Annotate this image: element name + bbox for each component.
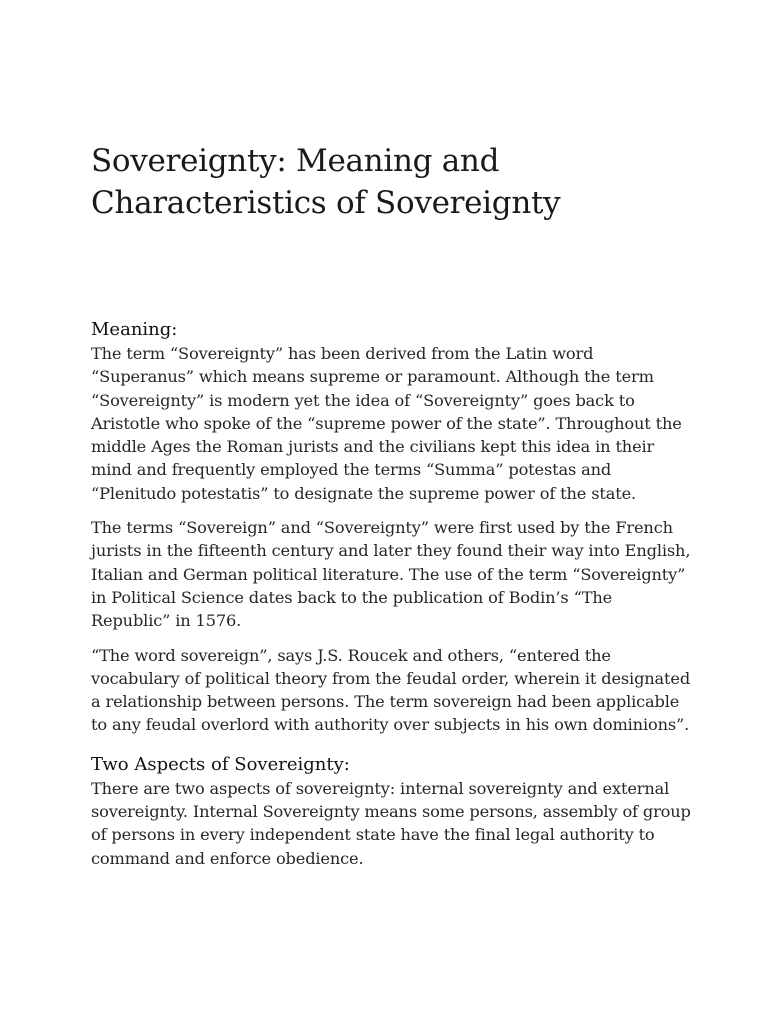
- section-heading: Two Aspects of Sovereignty:: [91, 753, 350, 775]
- spacer: [91, 505, 691, 516]
- document-page: [91, 140, 691, 870]
- spacer: [91, 224, 691, 318]
- section-heading: Meaning:: [91, 319, 178, 340]
- spacer: [91, 633, 691, 644]
- page-title: Sovereignty: Meaning and Characteristics of Sovereignty: [91, 143, 561, 221]
- paragraph: The term “Sovereignty” has been derived from the Latin word “Superanus” which means supreme or paramount. Although the term “Sovereignty” is modern yet the idea of “Sovereignty” goes back to Aristotle who spoke of the “supreme power of the state”. Throughout the middle Ages the Roman jurists and the civilians kept this idea in their mind and frequently employed the terms “Summa” potestas and “Plenitudo potestatis” to designate the supreme power of the state.: [91, 344, 682, 503]
- section-meaning: [91, 318, 691, 737]
- section-two-aspects: [91, 753, 691, 870]
- paragraph: There are two aspects of sovereignty: internal sovereignty and external sovereignty. Internal Sovereignty means some persons, assembly of group of persons in every independent state have the final legal authority to command and enforce obedience.: [91, 778, 691, 868]
- paragraph: The terms “Sovereign” and “Sovereignty” were first used by the French jurists in the fifteenth century and later they found their way into English, Italian and German political literature. The use of the term “Sovereignty” in Political Science dates back to the publication of Bodin’s “The Republic” in 1576.: [91, 518, 691, 631]
- paragraph: “The word sovereign”, says J.S. Roucek and others, “entered the vocabulary of political theory from the feudal order, wherein it designated a relationship between persons. The term sovereign had been applicable to any feudal overlord with authority over subjects in his own dominions”.: [91, 645, 691, 735]
- spacer: [91, 737, 691, 753]
